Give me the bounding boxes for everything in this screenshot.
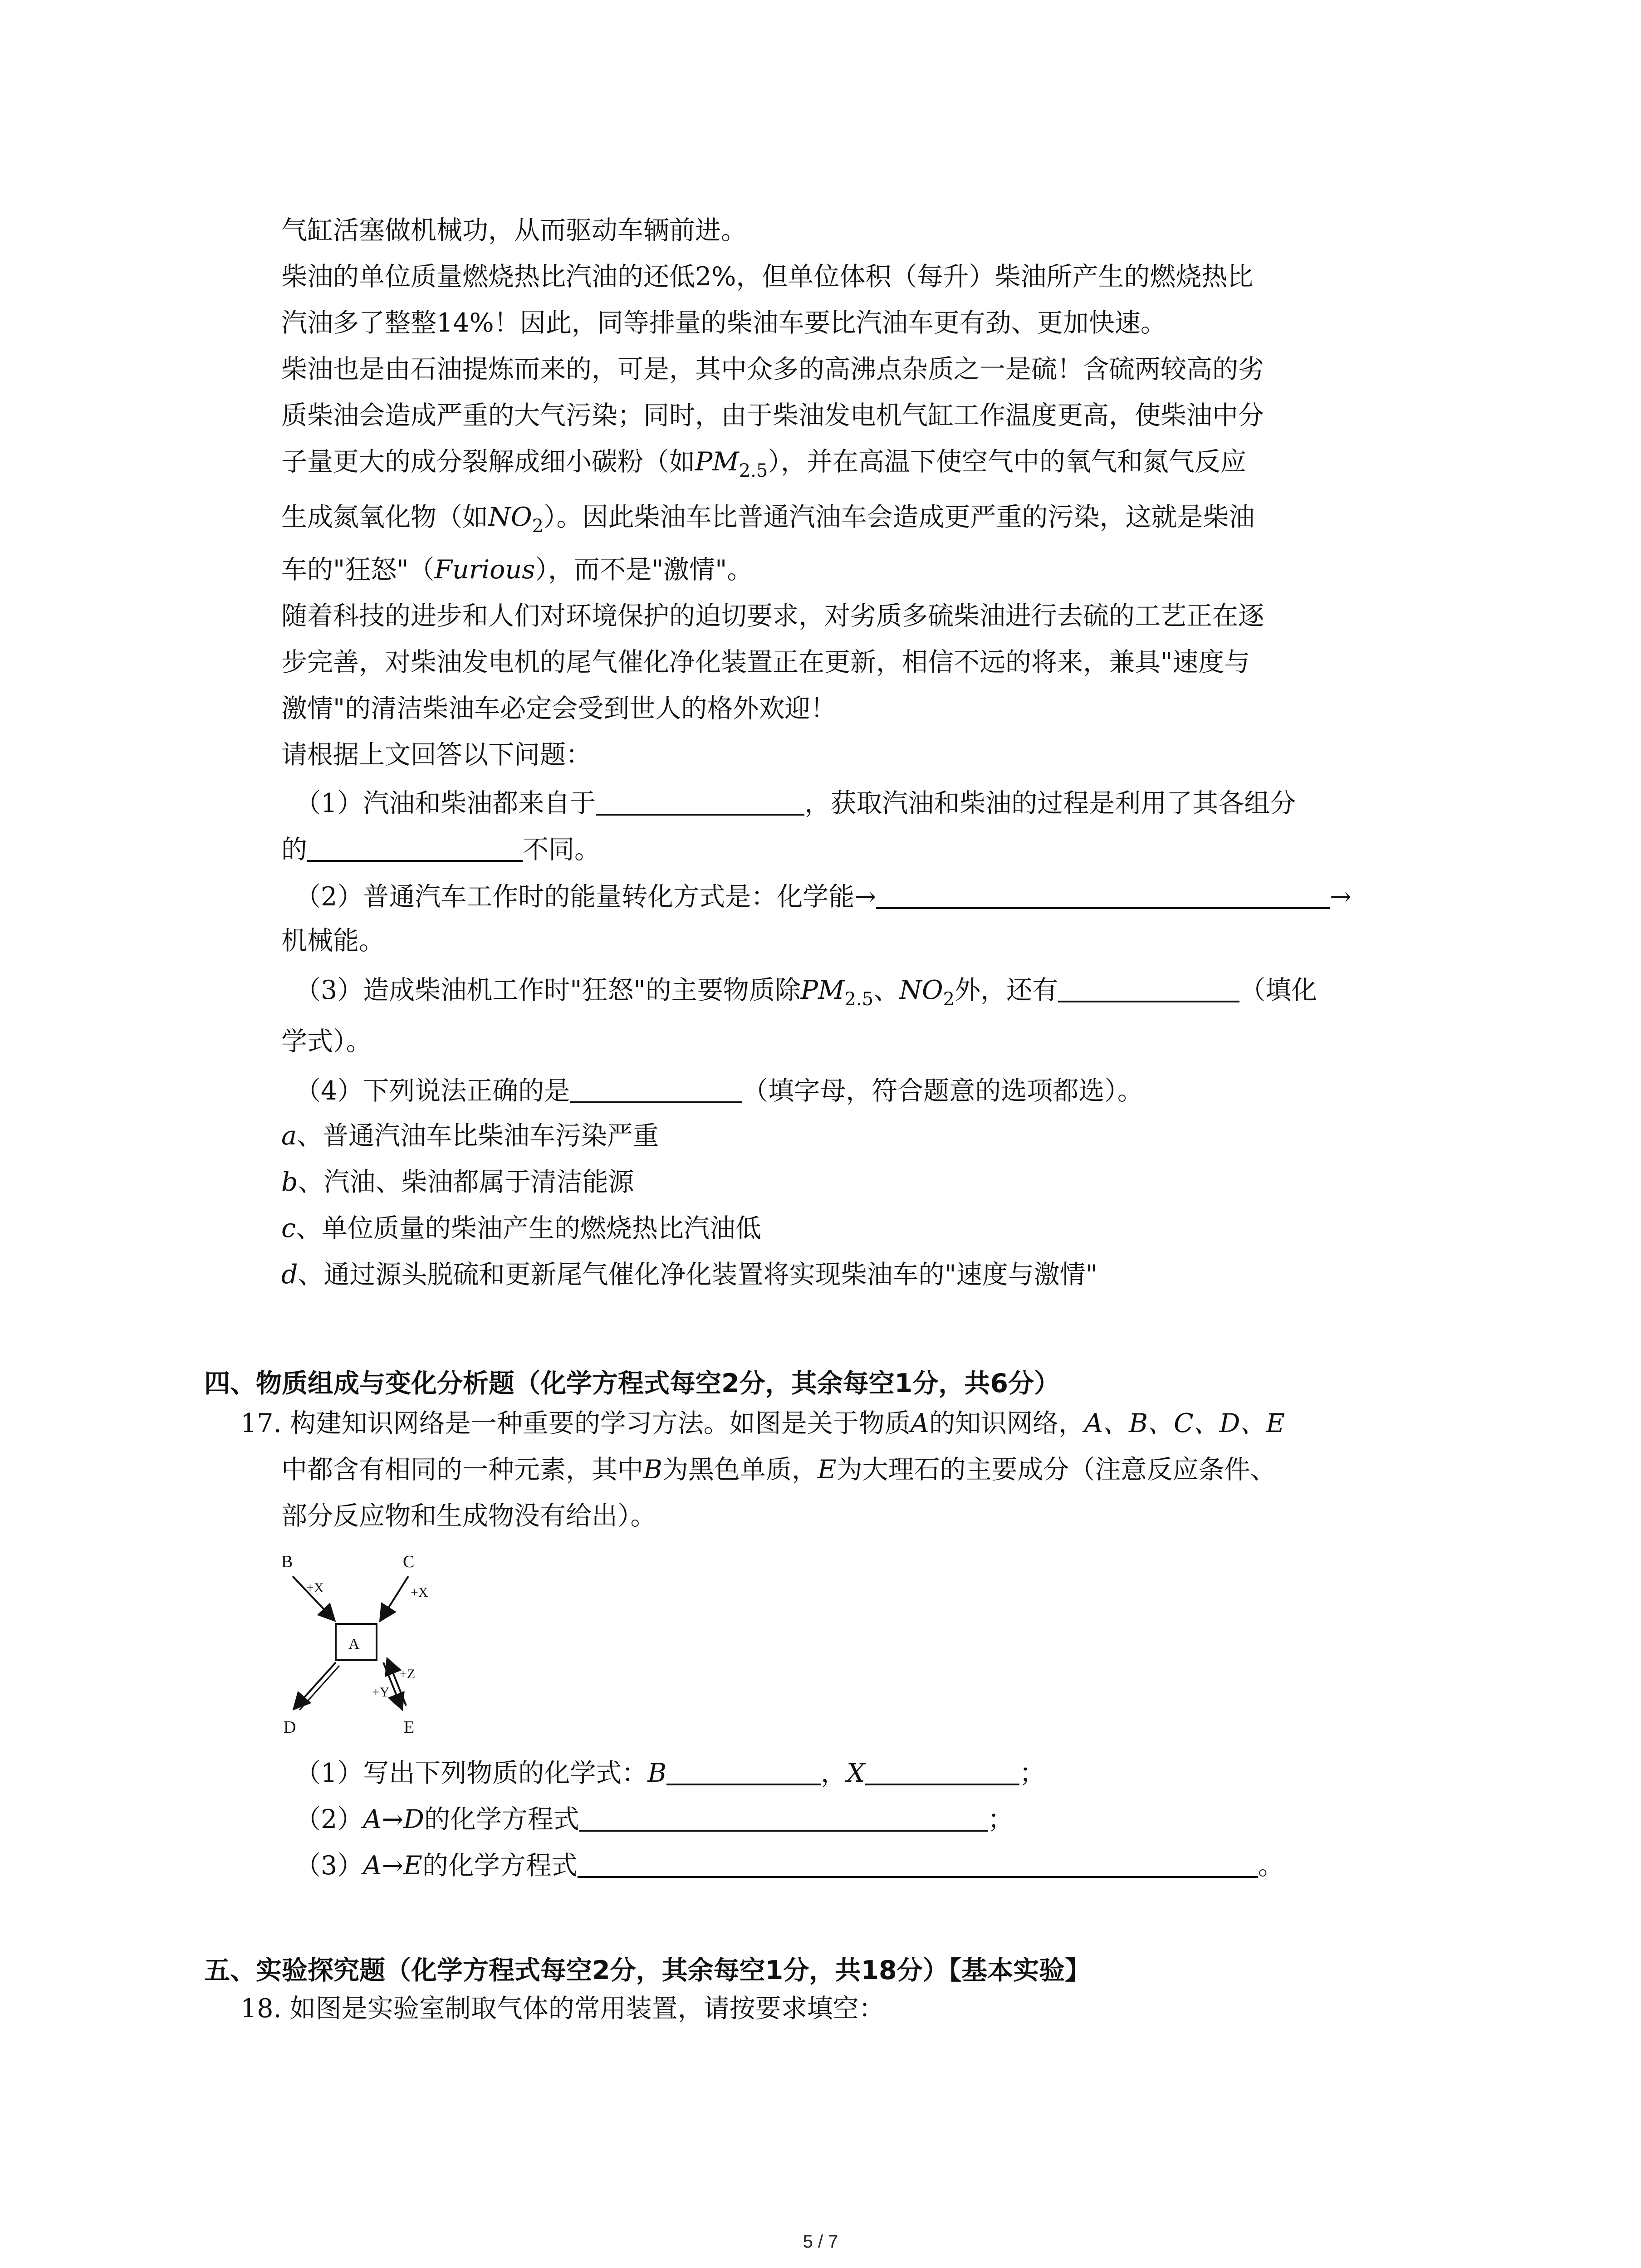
passage-line: [281, 504, 1255, 535]
question-16-1-cont: [281, 835, 600, 863]
question-text: ，: [821, 1758, 847, 1788]
question-text: （3）造成柴油机工作时"狂怒"的主要物质除: [295, 975, 801, 1005]
node-a: A: [348, 1636, 360, 1652]
node-d: D: [284, 1718, 296, 1737]
option-a: [281, 1123, 659, 1149]
answer-blank[interactable]: [307, 835, 523, 862]
label-z: +Z: [399, 1667, 416, 1681]
question-text: 为大理石的主要成分（注意反应条件、: [836, 1455, 1276, 1485]
formula-subscript: 2.5: [739, 460, 768, 481]
question-text: 学式）。: [281, 1026, 372, 1056]
passage-text: 柴油的单位质量燃烧热比汽油的还低2%，但单位体积（每升）柴油所产生的燃烧热比: [281, 262, 1254, 292]
passage-line: [281, 310, 1166, 336]
formula-pm: PM: [800, 975, 845, 1005]
passage-text: 柴油也是由石油提炼而来的，可是，其中众多的高沸点杂质之一是硫！含硫两较高的劣: [281, 354, 1264, 384]
knowledge-network-diagram: [272, 1547, 463, 1737]
question-text: 的知识网络，: [929, 1408, 1084, 1438]
node-b: B: [281, 1552, 293, 1571]
passage-text: ），而不是"激情"。: [535, 555, 753, 585]
arrow-a-to-d: [295, 1662, 336, 1708]
prompt-line: [281, 742, 592, 768]
question-text: ；: [987, 1804, 1014, 1834]
passage-text: 随着科技的进步和人们对环境保护的迫切要求，对劣质多硫柴油进行去硫的工艺正在逐: [281, 601, 1264, 631]
prompt-text: 请根据上文回答以下问题：: [281, 740, 592, 770]
passage-text: 激情"的清洁柴油车必定会受到世人的格外欢迎！: [281, 694, 837, 723]
question-text: （1）写出下列物质的化学式：: [295, 1758, 648, 1788]
question-17-line2: [281, 1457, 1276, 1483]
formula-subscript: 2: [532, 516, 544, 537]
question-text: （填化: [1239, 975, 1318, 1005]
question-text: 构建知识网络是一种重要的学习方法。如图是关于物质: [289, 1408, 911, 1438]
formula-pm: PM: [695, 447, 739, 477]
question-text: （2）: [295, 1804, 363, 1834]
symbol-x: X: [847, 1758, 865, 1788]
page-number: 5 / 7: [803, 2232, 838, 2252]
passage-line: [281, 557, 753, 583]
passage-text: 子量更大的成分裂解成细小碳粉（如: [281, 447, 695, 477]
option-b: [281, 1169, 634, 1195]
passage-line: [281, 449, 1246, 480]
question-16-3-cont: [281, 1026, 372, 1056]
formula-no: NO: [899, 975, 943, 1005]
question-text: （4）下列说法正确的是: [295, 1076, 570, 1106]
question-text: 为黑色单质，: [662, 1455, 818, 1485]
passage-line: [281, 696, 836, 722]
answer-blank[interactable]: [596, 788, 804, 816]
option-letter: b: [281, 1167, 298, 1197]
question-17-1: [295, 1758, 1045, 1786]
question-text: 的: [281, 835, 307, 865]
arrow-a-to-d-shaft: [299, 1666, 339, 1710]
passage-text: 生成氮氧化物（如: [281, 502, 488, 532]
passage-text: ）。因此柴油车比普通汽油车会造成更严重的污染，这就是柴油: [544, 502, 1255, 532]
question-16-2-cont: [281, 928, 385, 954]
question-16-4: [295, 1076, 1143, 1104]
node-c: C: [403, 1552, 415, 1571]
question-text: 的化学方程式: [424, 1804, 579, 1834]
option-letter: a: [281, 1121, 297, 1151]
section-4-heading: 四、物质组成与变化分析题（化学方程式每空2分，其余每空1分，共6分）: [204, 1369, 1060, 1398]
label-x-c: +X: [411, 1585, 428, 1600]
answer-blank[interactable]: [666, 1758, 821, 1785]
question-text: ；: [1019, 1758, 1045, 1788]
question-text: 18. 如图是实验室制取气体的常用装置，请按要求填空：: [240, 1994, 885, 2024]
question-text: 机械能。: [281, 926, 385, 956]
formula-no: NO: [488, 502, 532, 532]
passage-text: 车的"狂怒"（: [281, 555, 435, 585]
passage-line: [281, 403, 1264, 429]
question-17-3: [295, 1851, 1284, 1879]
passage-text: 气缸活塞做机械功，从而驱动车辆前进。: [281, 215, 747, 245]
passage-line: [281, 215, 747, 245]
formula-subscript: 2.5: [844, 989, 874, 1010]
question-text: （填字母，符合题意的选项都选）。: [742, 1076, 1143, 1106]
passage-text: 步完善，对柴油发电机的尾气催化净化装置正在更新，相信不远的将来，兼具"速度与: [281, 647, 1250, 677]
question-text: ，获取汽油和柴油的过程是利用了其各组分: [804, 788, 1296, 818]
question-text: 外，还有: [955, 975, 1058, 1005]
symbol-e: E: [817, 1455, 837, 1485]
node-e: E: [404, 1718, 415, 1737]
question-text: 不同。: [523, 835, 600, 865]
symbol-list: A、B、C、D、E: [1084, 1408, 1285, 1438]
label-y: +Y: [372, 1685, 390, 1700]
passage-text: 汽油多了整整14%！因此，同等排量的柴油车要比汽油车更有劲、更加快速。: [281, 308, 1166, 338]
symbol-b: B: [647, 1758, 667, 1788]
question-16-2: [295, 882, 1352, 910]
passage-text: ），并在高温下使空气中的氧气和氮气反应: [768, 447, 1246, 477]
question-17-line3: [281, 1503, 656, 1529]
question-text: （3）: [295, 1851, 363, 1881]
passage-line: [281, 264, 1253, 290]
reaction-a-e: A→E: [363, 1851, 422, 1881]
option-text: 、通过源头脱硫和更新尾气催化净化装置将实现柴油车的"速度与激情": [298, 1260, 1097, 1290]
question-17-2: [295, 1804, 1014, 1833]
symbol-a: A: [910, 1408, 929, 1438]
label-x-b: +X: [306, 1580, 324, 1595]
question-text: （1）汽油和柴油都来自于: [295, 788, 596, 818]
question-text: 中都含有相同的一种元素，其中: [281, 1455, 643, 1485]
option-letter: c: [281, 1213, 296, 1243]
question-16-1: [295, 788, 1296, 816]
answer-blank[interactable]: [570, 1076, 742, 1103]
formula-subscript: 2: [943, 989, 955, 1010]
arrow-c-to-a: [381, 1576, 408, 1619]
question-number: 17.: [240, 1408, 290, 1438]
question-17-line1: [240, 1408, 1285, 1438]
answer-blank[interactable]: [865, 1758, 1019, 1785]
answer-blank[interactable]: [1058, 975, 1239, 1002]
option-text: 、汽油、柴油都属于清洁能源: [298, 1167, 634, 1197]
question-text: 。: [1258, 1851, 1284, 1881]
question-text: →: [1330, 882, 1352, 912]
passage-line: [281, 354, 1264, 384]
answer-blank[interactable]: [579, 1804, 988, 1832]
option-text: 、普通汽油车比柴油车污染严重: [296, 1121, 659, 1151]
passage-line: [281, 603, 1264, 629]
symbol-b: B: [643, 1455, 662, 1485]
passage-line: [281, 647, 1250, 677]
option-d: [281, 1262, 1097, 1288]
section-5-heading: 五、实验探究题（化学方程式每空2分，其余每空1分，共18分）【基本实验】: [204, 1955, 1091, 1985]
passage-text: 质柴油会造成严重的大气污染；同时，由于柴油发电机气缸工作温度更高，使柴油中分: [281, 401, 1264, 430]
question-18: [240, 1996, 885, 2022]
option-letter: d: [281, 1260, 298, 1290]
question-text: 的化学方程式: [422, 1851, 578, 1881]
question-16-3: [295, 975, 1317, 1008]
italic-word: Furious: [434, 555, 535, 585]
answer-blank[interactable]: [578, 1851, 1258, 1878]
question-text: （2）普通汽车工作时的能量转化方式是：化学能→: [295, 882, 877, 912]
option-c: [281, 1213, 761, 1243]
option-text: 、单位质量的柴油产生的燃烧热比汽油低: [295, 1213, 761, 1243]
question-text: 部分反应物和生成物没有给出）。: [281, 1501, 656, 1531]
answer-blank[interactable]: [876, 882, 1330, 909]
question-text: 、: [873, 975, 900, 1005]
reaction-a-d: A→D: [363, 1804, 424, 1834]
